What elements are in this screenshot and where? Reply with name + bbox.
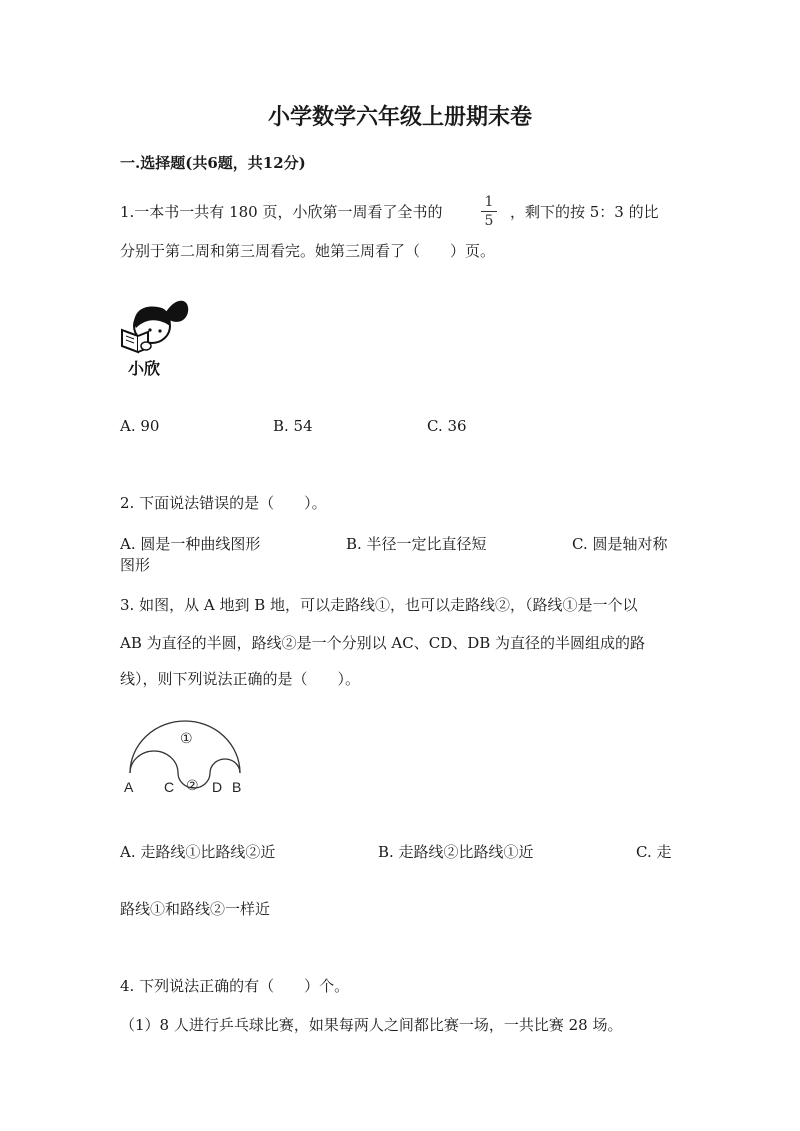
q1-option-c: C. 36 [427, 417, 467, 435]
q3-stem-line2: AB 为直径的半圆，路线②是一个分别以 AC、CD、DB 为直径的半圆组成的路 [120, 634, 646, 652]
section-heading: 一.选择题(共6题，共12分) [120, 154, 306, 172]
point-a-label: A [124, 779, 134, 795]
route-2-arc-db [210, 759, 240, 773]
route-diagram [118, 715, 258, 800]
point-d-label: D [212, 779, 223, 795]
q2-stem: 2. 下面说法错误的是（ ）。 [120, 494, 327, 512]
girl-reading-illustration [118, 290, 198, 385]
fraction-numerator: 1 [484, 194, 494, 210]
point-c-label: C [164, 779, 175, 795]
q1-option-a: A. 90 [120, 417, 160, 435]
q3-stem-line3: 线），则下列说法正确的是（ ）。 [120, 670, 361, 688]
q3-stem-line1: 3. 如图，从 A 地到 B 地，可以走路线①，也可以走路线②，（路线①是一个以 [120, 596, 638, 614]
q3-option-c-wrap: 路线①和路线②一样近 [120, 900, 271, 918]
illustration-caption: 小欣 [128, 361, 161, 378]
route-2-label: ② [186, 777, 199, 793]
q4-item-1: （1）8 人进行乒乓球比赛，如果每两人之间都比赛一场，一共比赛 28 场。 [120, 1016, 623, 1034]
route-2-arc-ac [130, 751, 178, 773]
point-b-label: B [232, 779, 242, 795]
q3-option-c: C. 走 [636, 843, 672, 861]
q1-stem-line1: 1.一本书一共有 180 页，小欣第一周看了全书的 [120, 203, 443, 221]
q1-stem-line1-end: ，剩下的按 5：3 的比 [510, 203, 659, 221]
q2-option-b: B. 半径一定比直径短 [346, 535, 487, 553]
q2-option-c-wrap: 图形 [120, 556, 151, 574]
q1-stem-line2: 分别于第二周和第三周看完。她第三周看了（ ）页。 [120, 242, 496, 260]
fraction-denominator: 5 [484, 213, 494, 229]
q4-stem: 4. 下列说法正确的有（ ）个。 [120, 977, 350, 995]
fraction-bar [481, 211, 497, 212]
q2-option-c: C. 圆是轴对称 [572, 535, 668, 553]
route-1-label: ① [180, 730, 193, 746]
q2-option-a: A. 圆是一种曲线图形 [120, 535, 261, 553]
page-title: 小学数学六年级上册期末卷 [267, 104, 532, 130]
route-1-arc [130, 721, 240, 773]
q1-option-b: B. 54 [273, 417, 313, 435]
q3-option-a: A. 走路线①比路线②近 [120, 843, 276, 861]
q3-option-b: B. 走路线②比路线①近 [378, 843, 534, 861]
q1-fraction [481, 194, 497, 229]
